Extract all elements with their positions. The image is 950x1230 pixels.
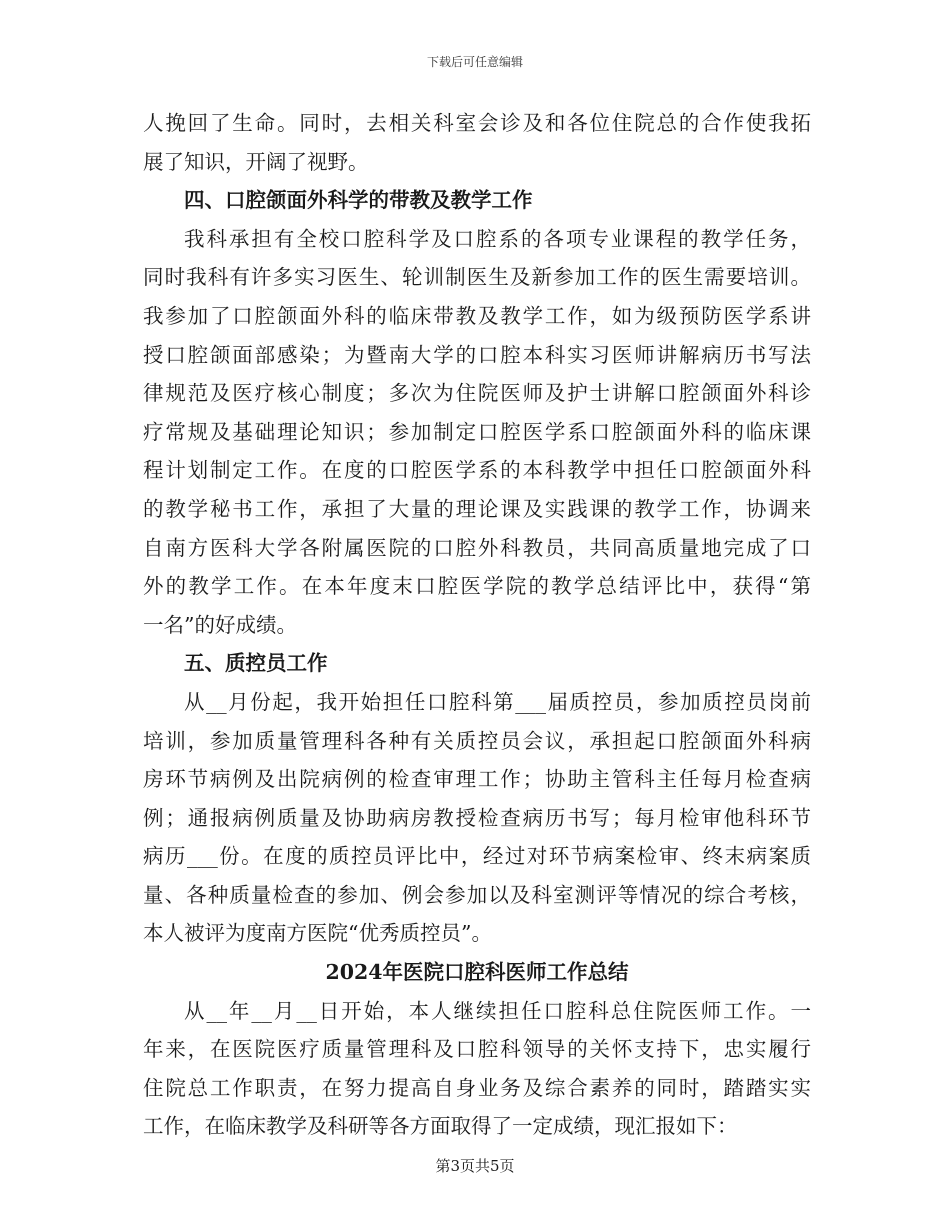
document-title: 2024年医院口腔科医师工作总结: [325, 960, 629, 985]
para1-line-1: 人挽回了生命。同时，去相关科室会诊及和各位住院总的合作使我拓: [143, 111, 811, 135]
para4-line-1: 从__年__月__日开始，本人继续担任口腔科总住院医师工作。一: [184, 998, 811, 1023]
para2-line-2: 同时我科有许多实习医生、轮训制医生及新参加工作的医生需要培训。: [143, 265, 811, 290]
para4-line-2: 年来，在医院医疗质量管理科及口腔科领导的关怀支持下，忠实履行: [143, 1037, 811, 1062]
para2-line-9: 自南方医科大学各附属医院的口腔外科教员，共同高质量地完成了口: [143, 535, 811, 560]
section-heading-5: 五、质控员工作: [184, 651, 328, 676]
para2-line-3: 我参加了口腔颌面外科的临床带教及教学工作，如为级预防医学系讲: [143, 303, 811, 328]
header-download-note: 下载后可任意编辑: [426, 55, 523, 69]
para3-line-7: 本人被评为度南方医院“优秀质控员”。: [143, 921, 492, 946]
para2-line-5: 律规范及医疗核心制度；多次为住院医师及护士讲解口腔颌面外科诊: [143, 381, 811, 406]
para3-line-4: 例；通报病例质量及协助病房教授检查病历书写；每月检审他科环节: [143, 805, 811, 830]
para3-line-6: 量、各种质量检查的参加、例会参加以及科室测评等情况的综合考核，: [143, 882, 811, 907]
para3-line-1: 从__月份起，我开始担任口腔科第___届质控员，参加质控员岗前: [184, 689, 811, 714]
para3-line-2: 培训，参加质量管理科各种有关质控员会议，承担起口腔颌面外科病: [143, 728, 811, 753]
para4-line-3: 住院总工作职责，在努力提高自身业务及综合素养的同时，踏踏实实: [143, 1075, 811, 1100]
document-body: [143, 104, 811, 1146]
page-number: 第3页共5页: [435, 1157, 515, 1175]
para3-line-3: 房环节病例及出院病例的检查审理工作；协助主管科主任每月检查病: [143, 767, 811, 792]
para2-line-8: 的教学秘书工作，承担了大量的理论课及实践课的教学工作，协调来: [143, 496, 811, 521]
para2-line-4: 授口腔颌面部感染；为暨南大学的口腔本科实习医师讲解病历书写法: [143, 342, 811, 367]
para2-line-10: 外的教学工作。在本年度末口腔医学院的教学总结评比中，获得“第: [143, 574, 811, 599]
para2-line-11: 一名”的好成绩。: [143, 612, 297, 637]
para3-line-5: 病历___份。在度的质控员评比中，经过对环节病案检审、终末病案质: [143, 844, 811, 869]
para4-line-4: 工作，在临床教学及科研等各方面取得了一定成绩，现汇报如下：: [143, 1114, 738, 1139]
para2-line-7: 程计划制定工作。在度的口腔医学系的本科教学中担任口腔颌面外科: [143, 458, 811, 483]
section-heading-4: 四、口腔颌面外科学的带教及教学工作: [184, 188, 533, 213]
para1-line-2: 展了知识，开阔了视野。: [143, 149, 369, 174]
para2-line-1: 我科承担有全校口腔科学及口腔系的各项专业课程的教学任务，: [184, 226, 811, 251]
para2-line-6: 疗常规及基础理论知识；参加制定口腔医学系口腔颌面外科的临床课: [143, 419, 811, 444]
